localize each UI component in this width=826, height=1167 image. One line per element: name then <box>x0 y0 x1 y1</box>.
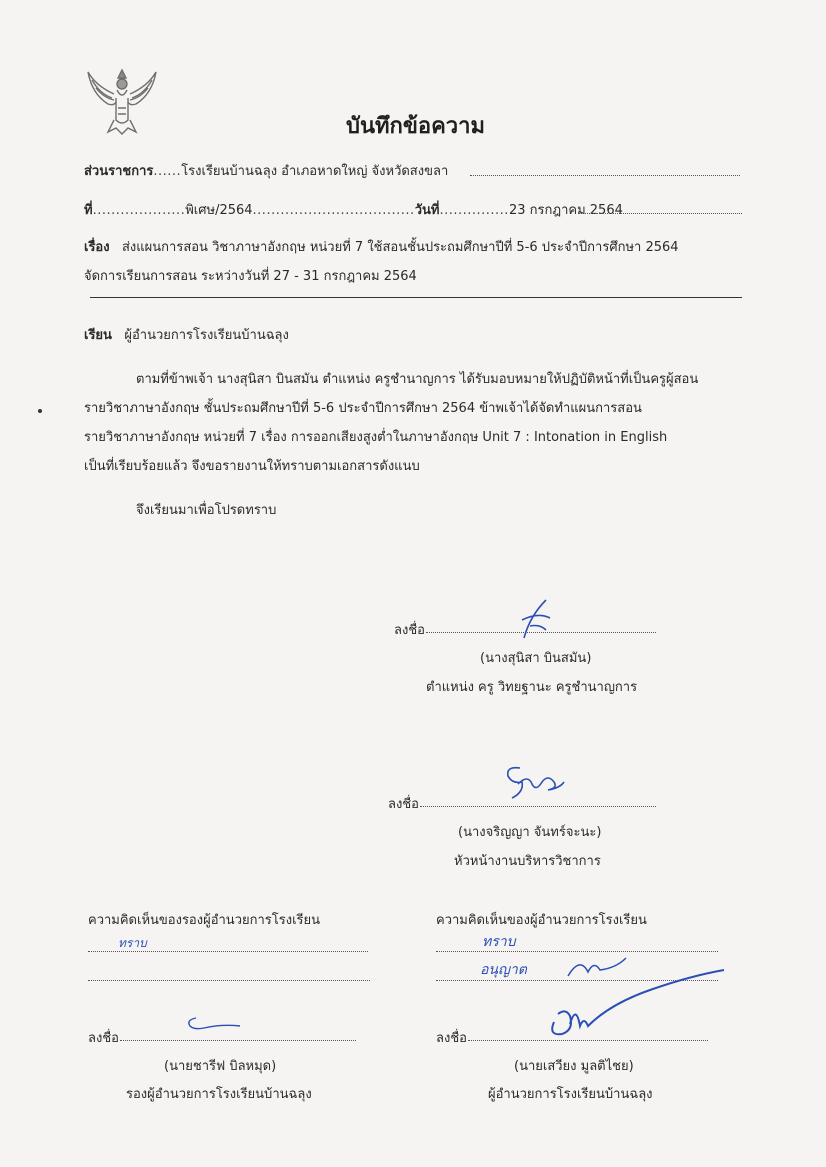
paragraph-line-3: รายวิชาภาษาอังกฤษ หน่วยที่ 7 เรื่อง การออกเสียงสูงต่ำในภาษาอังกฤษ Unit 7 : Intonation in English <box>84 430 668 445</box>
director-handwritten-note-1: ทราบ <box>482 934 516 950</box>
teacher-sign-label: ลงชื่อ <box>394 623 425 638</box>
deputy-name: (นายชารีฟ บิลหมุด) <box>164 1059 277 1074</box>
deputy-signature-icon <box>182 1014 244 1036</box>
ref-label: ที่ <box>84 203 93 218</box>
agency-dotline <box>470 175 740 176</box>
ref-line: ที่....................พิเศษ/2564...................................วันที่...............23 กรกฎาคม 2564 <box>84 203 623 218</box>
closing-text: จึงเรียนมาเพื่อโปรดทราบ <box>136 503 277 518</box>
date-dotline <box>578 213 742 214</box>
date-label: วันที่ <box>414 203 440 218</box>
paragraph-line-2: รายวิชาภาษาอังกฤษ ชั้นประถมศึกษาปีที่ 5-6 ประจำปีการศึกษา 2564 ข้าพเจ้าได้จัดทำแผนการสอน <box>84 401 642 416</box>
subject-text-1: ส่งแผนการสอน วิชาภาษาอังกฤษ หน่วยที่ 7 ใช้สอนชั้นประถมศึกษาปีที่ 5-6 ประจำปีการศึกษา 2564 <box>122 240 679 255</box>
header-divider <box>90 297 742 298</box>
agency-label: ส่วนราชการ <box>84 164 154 179</box>
paragraph-line-1: ตามที่ข้าพเจ้า นางสุนิสา บินสมัน ตำแหน่ง ครูชำนาญการ ได้รับมอบหมายให้ปฏิบัติหน้าที่เป็นครูผู้สอน <box>136 372 699 387</box>
subject-text-2: จัดการเรียนการสอน ระหว่างวันที่ 27 - 31 กรกฎาคม 2564 <box>84 269 417 284</box>
head-signature-icon <box>498 762 568 802</box>
director-opinion-label: ความคิดเห็นของผู้อำนวยการโรงเรียน <box>436 913 647 928</box>
teacher-position: ตำแหน่ง ครู วิทยฐานะ ครูชำนาญการ <box>426 680 638 695</box>
director-signature-icon <box>540 964 726 1044</box>
garuda-emblem-icon <box>84 64 160 138</box>
salutation-line <box>84 324 289 345</box>
director-name: (นายเสวียง มูลติไชย) <box>514 1059 634 1074</box>
teacher-name: (นางสุนิสา บินสมัน) <box>480 651 592 666</box>
agency-value: โรงเรียนบ้านฉลุง อำเภอหาดใหญ่ จังหวัดสงขลา <box>181 164 449 179</box>
deputy-handwritten-note: ทราบ <box>118 936 147 950</box>
paragraph-line-4: เป็นที่เรียบร้อยแล้ว จึงขอรายงานให้ทราบตามเอกสารดังแนบ <box>84 459 420 474</box>
deputy-opinion-dotline-2 <box>88 980 370 981</box>
director-sign-label: ลงชื่อ <box>436 1031 467 1046</box>
salutation-label: เรียน <box>84 328 112 343</box>
ink-dot <box>38 409 42 413</box>
head-sign-dotline <box>420 806 656 807</box>
deputy-opinion-label: ความคิดเห็นของรองผู้อำนวยการโรงเรียน <box>88 913 321 928</box>
deputy-position: รองผู้อำนวยการโรงเรียนบ้านฉลุง <box>126 1087 312 1102</box>
ref-value: พิเศษ/2564 <box>185 203 253 218</box>
date-value: 23 กรกฎาคม 2564 <box>508 203 623 218</box>
director-handwritten-note-2: อนุญาต <box>480 962 527 978</box>
deputy-sign-label: ลงชื่อ <box>88 1031 119 1046</box>
head-name: (นางจริญญา จันทร์จะนะ) <box>458 825 602 840</box>
subject-label: เรื่อง <box>84 240 110 255</box>
deputy-sign-dotline <box>120 1040 356 1041</box>
subject-line-1 <box>84 236 679 257</box>
head-position: หัวหน้างานบริหารวิชาการ <box>454 854 601 869</box>
director-position: ผู้อำนวยการโรงเรียนบ้านฉลุง <box>488 1087 653 1102</box>
head-sign-label: ลงชื่อ <box>388 797 419 812</box>
page-title: บันทึกข้อความ <box>346 114 486 139</box>
agency-line: ส่วนราชการ......โรงเรียนบ้านฉลุง อำเภอหาดใหญ่ จังหวัดสงขลา <box>84 164 449 179</box>
teacher-signature-icon <box>510 596 556 642</box>
salutation-value: ผู้อำนวยการโรงเรียนบ้านฉลุง <box>124 328 289 343</box>
